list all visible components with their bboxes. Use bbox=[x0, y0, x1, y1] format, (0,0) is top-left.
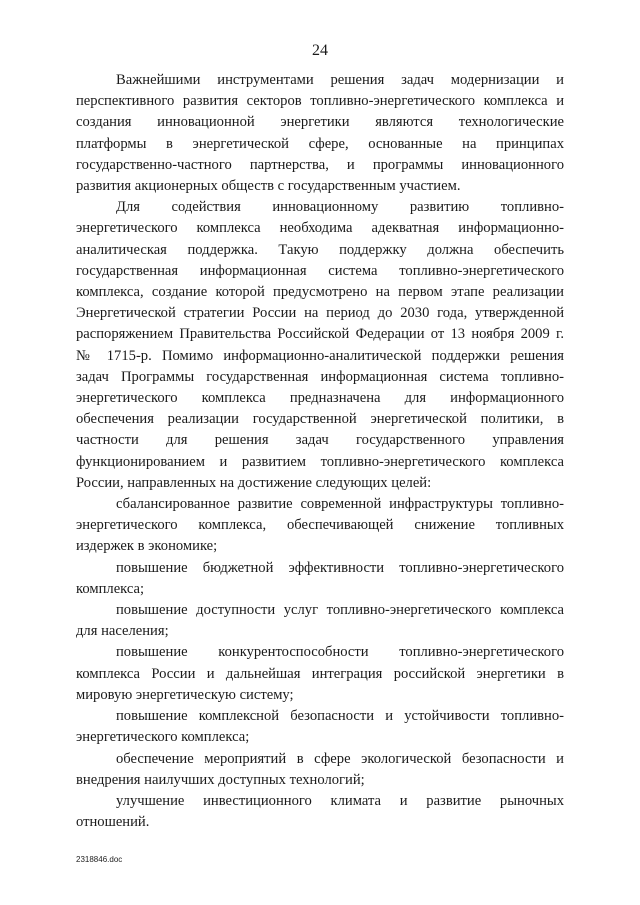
paragraph bbox=[76, 749, 564, 791]
text-line: функционированием и развитием топливно-энергетического комплекса bbox=[76, 453, 564, 470]
text-line: улучшение инвестиционного климата и развитие рыночных bbox=[116, 792, 564, 809]
text-line: для населения; bbox=[76, 623, 169, 640]
page-number: 24 bbox=[312, 42, 328, 59]
text-line: повышение комплексной безопасности и устойчивости топливно- bbox=[116, 708, 564, 725]
text-line: мировую энергетическую систему; bbox=[76, 686, 294, 703]
text-line: государственно-частного партнерства, и программы инновационного bbox=[76, 156, 564, 173]
paragraph bbox=[76, 197, 564, 494]
text-line: задач Программы государственная информационная система топливно- bbox=[76, 368, 564, 385]
text-line: энергетического комплекса необходима адекватная информационно- bbox=[76, 220, 564, 237]
text-line: Важнейшими инструментами решения задач модернизации и bbox=[116, 72, 564, 88]
text-line: отношений. bbox=[76, 814, 150, 831]
paragraph bbox=[76, 791, 564, 833]
text-line: сбалансированное развитие современной инфраструктуры топливно- bbox=[116, 496, 564, 513]
text-line: повышение бюджетной эффективности топливно-энергетического bbox=[116, 559, 564, 576]
text-line: платформы в энергетической сфере, основанные на принципах bbox=[76, 135, 564, 152]
paragraph bbox=[76, 70, 564, 197]
paragraph bbox=[76, 558, 564, 600]
text-line: комплекса России и дальнейшая интеграция российской энергетики в bbox=[76, 665, 564, 682]
text-line: обеспечение мероприятий в сфере экологической безопасности и bbox=[116, 750, 564, 767]
text-line: повышение конкурентоспособности топливно-энергетического bbox=[116, 644, 564, 661]
text-line: комплекса, создание которой предусмотрено на первом этапе реализации bbox=[76, 284, 564, 301]
text-line: издержек в экономике; bbox=[76, 538, 218, 555]
text-line: комплекса; bbox=[76, 580, 145, 597]
text-line: аналитическая поддержка. Такую поддержку должна обеспечить bbox=[76, 241, 564, 258]
footer-filename: 2318846.doc bbox=[76, 855, 123, 864]
text-line: государственная информационная система топливно-энергетического bbox=[76, 262, 564, 279]
text-line: создания инновационной энергетики являются технологические bbox=[76, 114, 564, 131]
paragraph bbox=[76, 494, 564, 558]
text-line: Для содействия инновационному развитию топливно- bbox=[116, 199, 564, 216]
text-line: развития акционерных обществ с государственным участием. bbox=[76, 178, 461, 195]
text-line: энергетического комплекса, обеспечивающей снижение топливных bbox=[76, 517, 564, 534]
text-line: внедрения наилучших доступных технологий; bbox=[76, 771, 365, 788]
text-line: энергетического комплекса; bbox=[76, 729, 250, 746]
paragraph bbox=[76, 642, 564, 706]
document-body bbox=[76, 70, 564, 833]
text-line: № 1715-р. Помимо информационно-аналитической поддержки решения bbox=[76, 347, 564, 364]
text-line: перспективного развития секторов топливно-энергетического комплекса и bbox=[76, 93, 564, 110]
text-line: энергетического комплекса предназначена для информационного bbox=[76, 390, 564, 407]
text-line: частности для решения задач государственного управления bbox=[76, 432, 564, 449]
text-line: распоряжением Правительства Российской Федерации от 13 ноября 2009 г. bbox=[76, 326, 564, 343]
text-line: Энергетической стратегии России на период до 2030 года, утвержденной bbox=[76, 305, 564, 322]
text-line: обеспечения реализации государственной энергетической политики, в bbox=[76, 411, 564, 428]
text-line: повышение доступности услуг топливно-энергетического комплекса bbox=[116, 602, 564, 619]
text-line: России, направленных на достижение следующих целей: bbox=[76, 474, 432, 491]
paragraph bbox=[76, 600, 564, 642]
paragraph bbox=[76, 706, 564, 748]
